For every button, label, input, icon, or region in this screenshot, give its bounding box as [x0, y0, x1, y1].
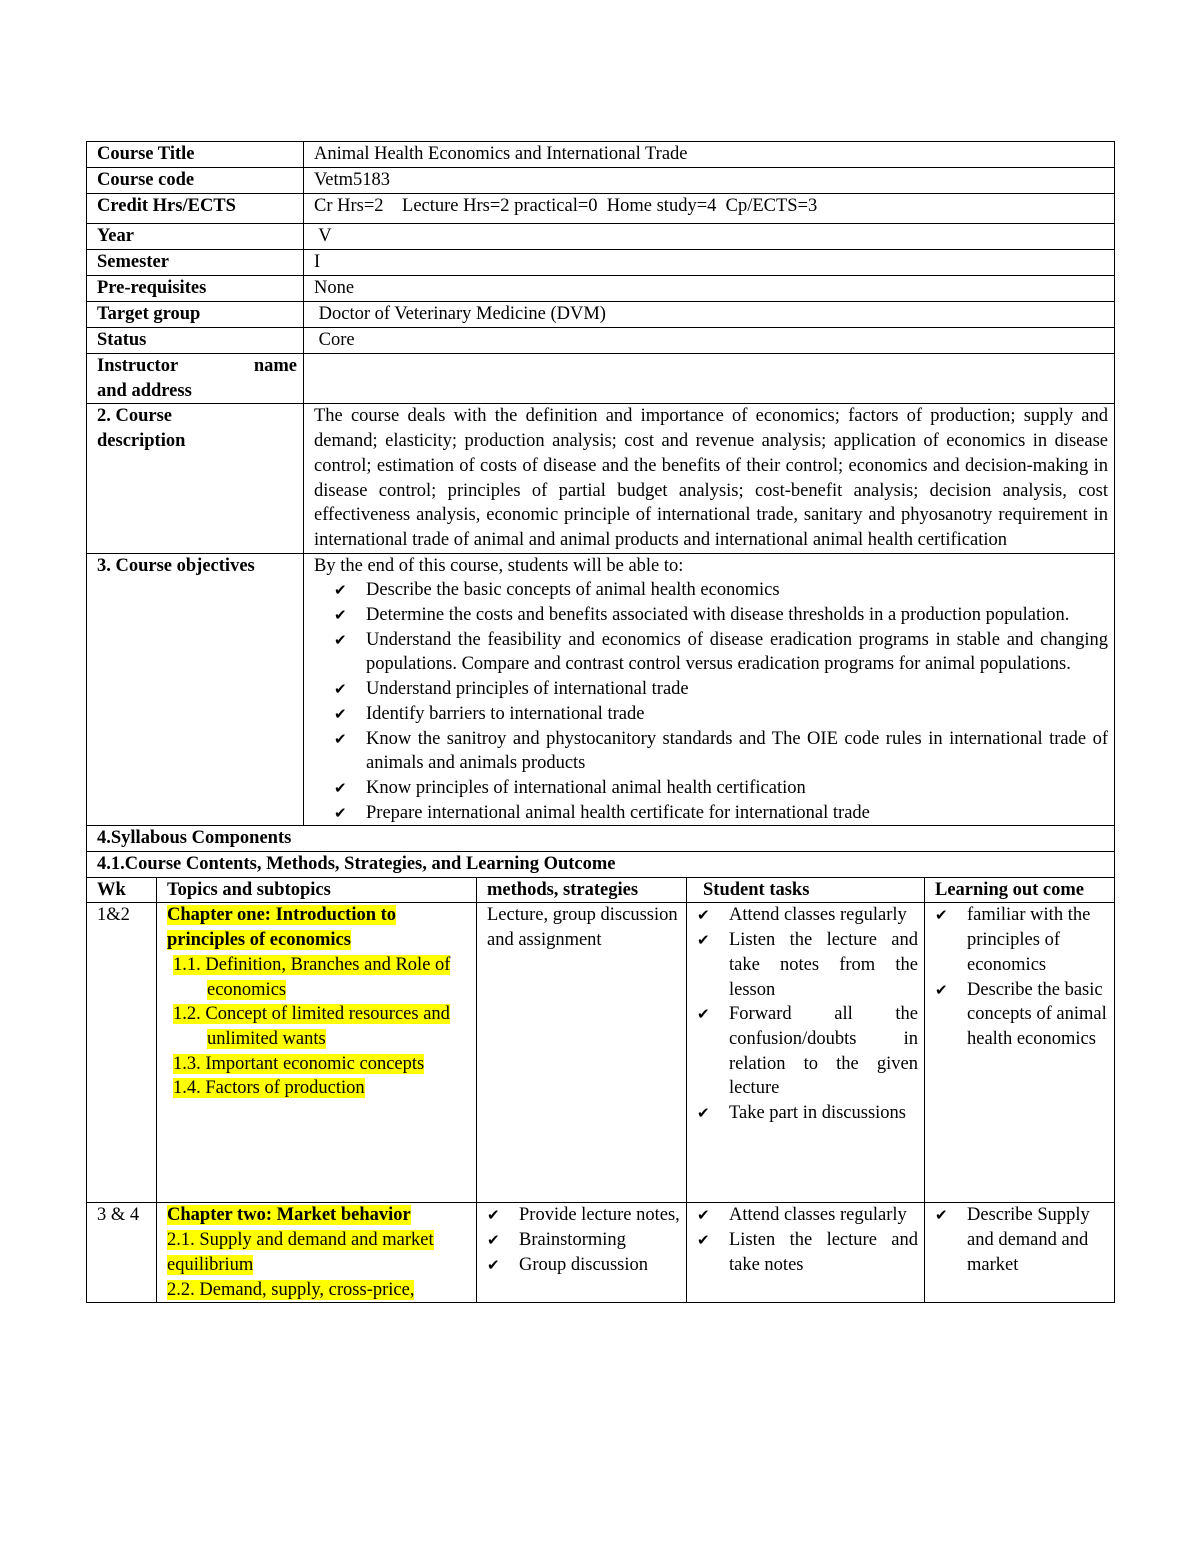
description-text: The course deals with the definition and importance of economics; factors of production; supply and demand; elasticity; production analysis; cost and revenue analysis; application of economics in disease control; estimation of costs of disease and the benefits of their control; economics and decision-making in disease control; principles of partial budget analysis; cost-benefit analysis; decision analysis, cost effectiveness analysis, economic principle of international trade, sanitary and phyosanotry requirement in international trade of animal and animal products and international animal health certification [304, 404, 1115, 553]
week-cell: 1&2 [87, 903, 157, 1203]
course-code-value: Vetm5183 [304, 168, 1115, 194]
table-row [87, 903, 1115, 1203]
column-header-tasks: Student tasks [687, 877, 925, 903]
subtopic-item: 2.2. Demand, supply, cross-price, [167, 1279, 415, 1300]
course-code-label: Course code [87, 168, 304, 194]
table-row [87, 354, 1115, 404]
chapter-title: Chapter one: Introduction to principles of economics [167, 905, 397, 951]
subtopic-item: 1.2. Concept of limited resources and unlimited wants [173, 1004, 450, 1049]
table-row [87, 826, 1115, 852]
year-text: V [314, 226, 332, 246]
credit-hrs-value [304, 194, 1115, 224]
course-info-table [86, 141, 1115, 826]
list-item: ✔ Prepare international animal health certificate for international trade [314, 801, 1108, 826]
list-item: ✔ Know the sanitroy and phystocanitory standards and The OIE code rules in international trade of animals and animals products [314, 727, 1108, 776]
syllabus-heading: 4.Syllabous Components [87, 826, 1115, 852]
column-header-topics: Topics and subtopics [157, 877, 477, 903]
subtopic-item: 1.3. Important economic concepts [173, 1053, 425, 1074]
column-header-outcomes: Learning out come [925, 877, 1115, 903]
semester-label: Semester [87, 250, 304, 276]
list-item: ✔ Group discussion [483, 1253, 680, 1278]
credit-hrs-label: Credit Hrs/ECTS [87, 194, 304, 224]
objectives-label: 3. Course objectives [87, 553, 304, 826]
list-item: ✔ Determine the costs and benefits associated with disease thresholds in a production population. [314, 603, 1108, 628]
week-cell: 3 & 4 [87, 1203, 157, 1303]
table-row [87, 302, 1115, 328]
methods-cell [477, 1203, 687, 1303]
tasks-list [693, 903, 918, 1125]
credit-hrs-text: Cr Hrs=2 Lecture Hrs=2 practical=0 Home study=4 Cp/ECTS=3 [314, 196, 818, 216]
topics-cell [157, 1203, 477, 1303]
tasks-cell [687, 903, 925, 1203]
objectives-cell [304, 553, 1115, 826]
target-group-value [304, 302, 1115, 328]
list-item: ✔ Understand the feasibility and economics of disease eradication programs in stable and changing populations. Compare and contrast control versus eradication programs for animal populations. [314, 628, 1108, 677]
list-item: ✔ Listen the lecture and take notes from the lesson [693, 928, 918, 1002]
outcomes-cell [925, 903, 1115, 1203]
syllabus-subheading: 4.1.Course Contents, Methods, Strategies, and Learning Outcome [87, 852, 1115, 878]
outcomes-list [931, 1203, 1108, 1277]
table-row [87, 224, 1115, 250]
table-header-row [87, 877, 1115, 903]
status-label: Status [87, 328, 304, 354]
list-item: ✔ Describe the basic concepts of animal health economics [314, 578, 1108, 603]
course-syllabus-document [86, 141, 1115, 1303]
target-group-text: Doctor of Veterinary Medicine (DVM) [314, 304, 606, 324]
list-item: ✔ Know principles of international animal health certification [314, 776, 1108, 801]
subtopic-item: 1.1. Definition, Branches and Role of economics [173, 954, 451, 1000]
list-item: ✔ Forward all the confusion/doubts in relation to the given lecture [693, 1002, 918, 1101]
tasks-cell [687, 1203, 925, 1303]
table-row [87, 1203, 1115, 1303]
list-item: ✔ Understand principles of international trade [314, 677, 1108, 702]
table-row [87, 404, 1115, 553]
outcomes-cell [925, 1203, 1115, 1303]
list-item: ✔ Provide lecture notes, [483, 1203, 680, 1228]
table-row [87, 168, 1115, 194]
instructor-label-a: Instructor [97, 356, 179, 376]
subtopic-item: 2.1. Supply and demand and market equilibrium [167, 1230, 434, 1275]
outcomes-list [931, 903, 1108, 1051]
methods-cell: Lecture, group discussion and assignment [477, 903, 687, 1203]
column-header-wk: Wk [87, 877, 157, 903]
status-text: Core [314, 330, 355, 350]
list-item: ✔ Attend classes regularly [693, 903, 918, 928]
topics-cell [157, 903, 477, 1203]
instructor-label-c: and address [97, 380, 192, 401]
objectives-list [314, 578, 1108, 825]
list-item: ✔ Identify barriers to international trade [314, 702, 1108, 727]
tasks-list [693, 1203, 918, 1277]
prerequisites-label: Pre-requisites [87, 276, 304, 302]
column-header-methods: methods, strategies [477, 877, 687, 903]
table-row [87, 250, 1115, 276]
list-item: ✔ Take part in discussions [693, 1101, 918, 1126]
prerequisites-value: None [304, 276, 1115, 302]
year-value [304, 224, 1115, 250]
description-label [87, 404, 304, 553]
target-group-label: Target group [87, 302, 304, 328]
table-row [87, 194, 1115, 224]
list-item: ✔ familiar with the principles of economics [931, 903, 1108, 977]
description-label-a: 2. Course [97, 406, 173, 427]
year-label: Year [87, 224, 304, 250]
instructor-label [87, 354, 304, 404]
table-row [87, 276, 1115, 302]
table-row [87, 328, 1115, 354]
instructor-label-b: name [253, 356, 297, 376]
chapter-title: Chapter two: Market behavior [167, 1205, 411, 1226]
list-item: ✔ Attend classes regularly [693, 1203, 918, 1228]
course-title-label: Course Title [87, 142, 304, 168]
syllabus-table [86, 825, 1115, 1303]
table-row [87, 852, 1115, 878]
table-row [87, 142, 1115, 168]
subtopic-item: 1.4. Factors of production [173, 1078, 365, 1099]
course-title-value: Animal Health Economics and International Trade [304, 142, 1115, 168]
list-item: ✔ Brainstorming [483, 1228, 680, 1253]
table-row [87, 553, 1115, 826]
status-value [304, 328, 1115, 354]
methods-list [483, 1203, 680, 1277]
list-item: ✔ Listen the lecture and take notes [693, 1228, 918, 1277]
description-label-b: description [97, 431, 186, 452]
list-item: ✔ Describe the basic concepts of animal health economics [931, 978, 1108, 1052]
semester-value: I [304, 250, 1115, 276]
objectives-intro: By the end of this course, students will be able to: [314, 555, 684, 576]
list-item: ✔ Describe Supply and demand and market [931, 1203, 1108, 1277]
instructor-value [304, 354, 1115, 404]
